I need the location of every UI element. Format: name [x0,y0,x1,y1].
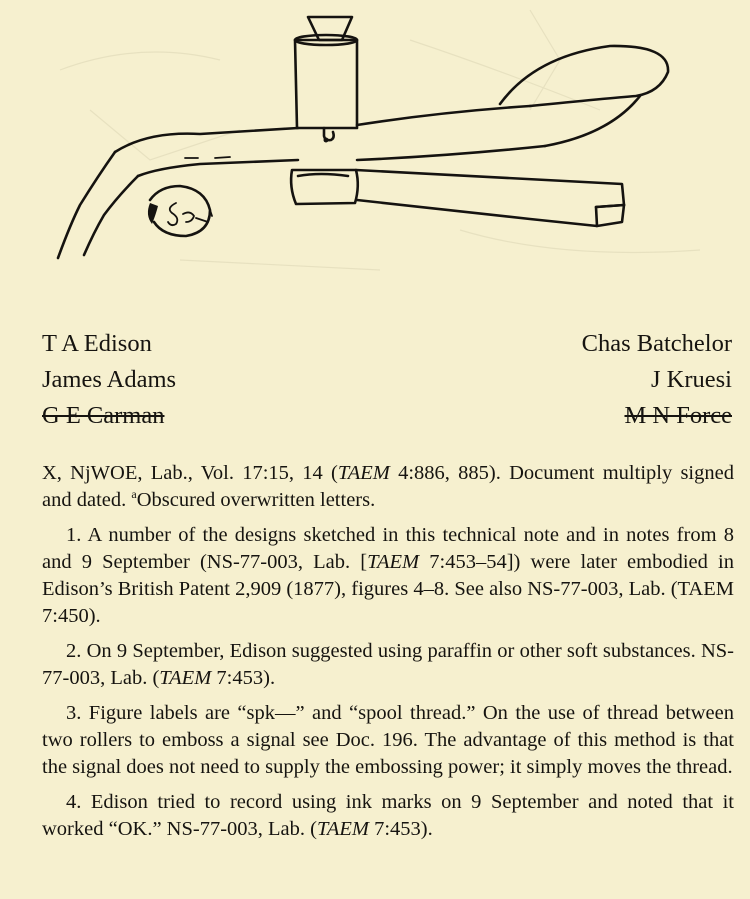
note-3: 3. Figure labels are “spk—” and “spool thread.” On the use of thread between two rollers to emboss a signal see Doc. 196. The advantage of this method is that the signal does not need to supply the embossing power; it simply moves the thread. [42,702,734,778]
technical-sketch-figure [0,0,750,300]
signatures-left-column [42,326,176,434]
signature-james-adams: James Adams [42,366,177,393]
signature-j-kruesi: J Kruesi [651,366,732,393]
signatures-right-column [582,326,732,434]
note-1: 1. A number of the designs sketched in this technical note and in notes from 8 and 9 September (NS-77-003, Lab. [TAEM 7:453–54]) were later embodied in Edison’s British Patent 2,909 (1877), figures 4–8. See also NS-77-003, Lab. (TAEM 7:450). [42,524,734,627]
editorial-notes [42,460,734,851]
signature-g-e-carman: G E Carman [42,402,165,429]
source-note: X, NjWOE, Lab., Vol. 17:15, 14 (TAEM 4:886, 885). Document multiply signed and dated. $^a$Obscured overwritten letters. [42,462,734,511]
signature-t-a-edison: T A Edison [42,330,152,357]
signature-m-n-force: M N Force [624,402,732,429]
signature-chas-batchelor: Chas Batchelor [581,330,732,357]
note-4: 4. Edison tried to record using ink marks on 9 September and noted that it worked “OK.” NS-77-003, Lab. (TAEM 7:453). [42,791,734,840]
note-2: 2. On 9 September, Edison suggested using paraffin or other soft substances. NS-77-003, Lab. (TAEM 7:453). [42,640,734,689]
